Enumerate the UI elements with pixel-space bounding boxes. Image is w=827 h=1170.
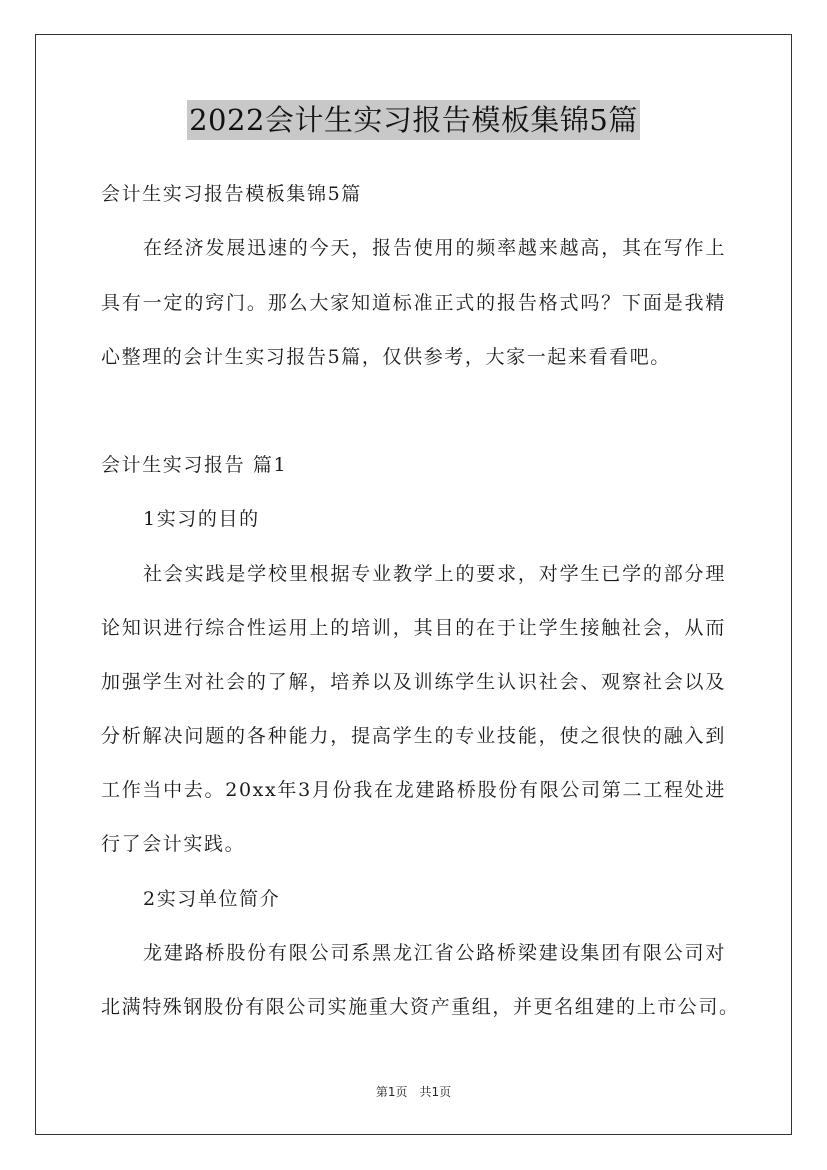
sub1-line-6: 行了会计实践。 (101, 833, 246, 855)
intro-line-2: 具有一定的窍门。那么大家知道标准正式的报告格式吗？下面是我精 (101, 292, 726, 314)
sub2-heading: 2实习单位简介 (143, 888, 281, 910)
sub1-line-3: 加强学生对社会的了解，培养以及训练学生认识社会、观察社会以及 (101, 671, 726, 693)
sub1-line-5: 工作当中去。20xx年3月份我在龙建路桥股份有限公司第二工程处进 (101, 779, 726, 801)
sub2-line-1: 龙建路桥股份有限公司系黑龙江省公路桥梁建设集团有限公司对 (143, 942, 726, 964)
sub1-line-4: 分析解决问题的各种能力，提高学生的专业技能，使之很快的融入到 (101, 725, 726, 747)
document-subtitle: 会计生实习报告模板集锦5篇 (101, 183, 362, 205)
title-container (0, 100, 827, 140)
document-title: 2022会计生实习报告模板集锦5篇 (187, 100, 640, 140)
intro-line-3: 心整理的会计生实习报告5篇，仅供参考，大家一起来看看吧。 (101, 346, 671, 368)
page-number-footer: 第1页 共1页 (375, 1085, 452, 1099)
sub1-line-2: 论知识进行综合性运用上的培训，其目的在于让学生接触社会，从而 (101, 617, 726, 639)
intro-line-1: 在经济发展迅速的今天，报告使用的频率越来越高，其在写作上 (143, 237, 726, 259)
section-heading: 会计生实习报告 篇1 (101, 454, 288, 476)
sub1-line-1: 社会实践是学校里根据专业教学上的要求，对学生已学的部分理 (143, 563, 726, 585)
sub2-line-2: 北满特殊钢股份有限公司实施重大资产重组，并更名组建的上市公司。 (101, 996, 740, 1018)
sub1-heading: 1实习的目的 (143, 508, 260, 530)
